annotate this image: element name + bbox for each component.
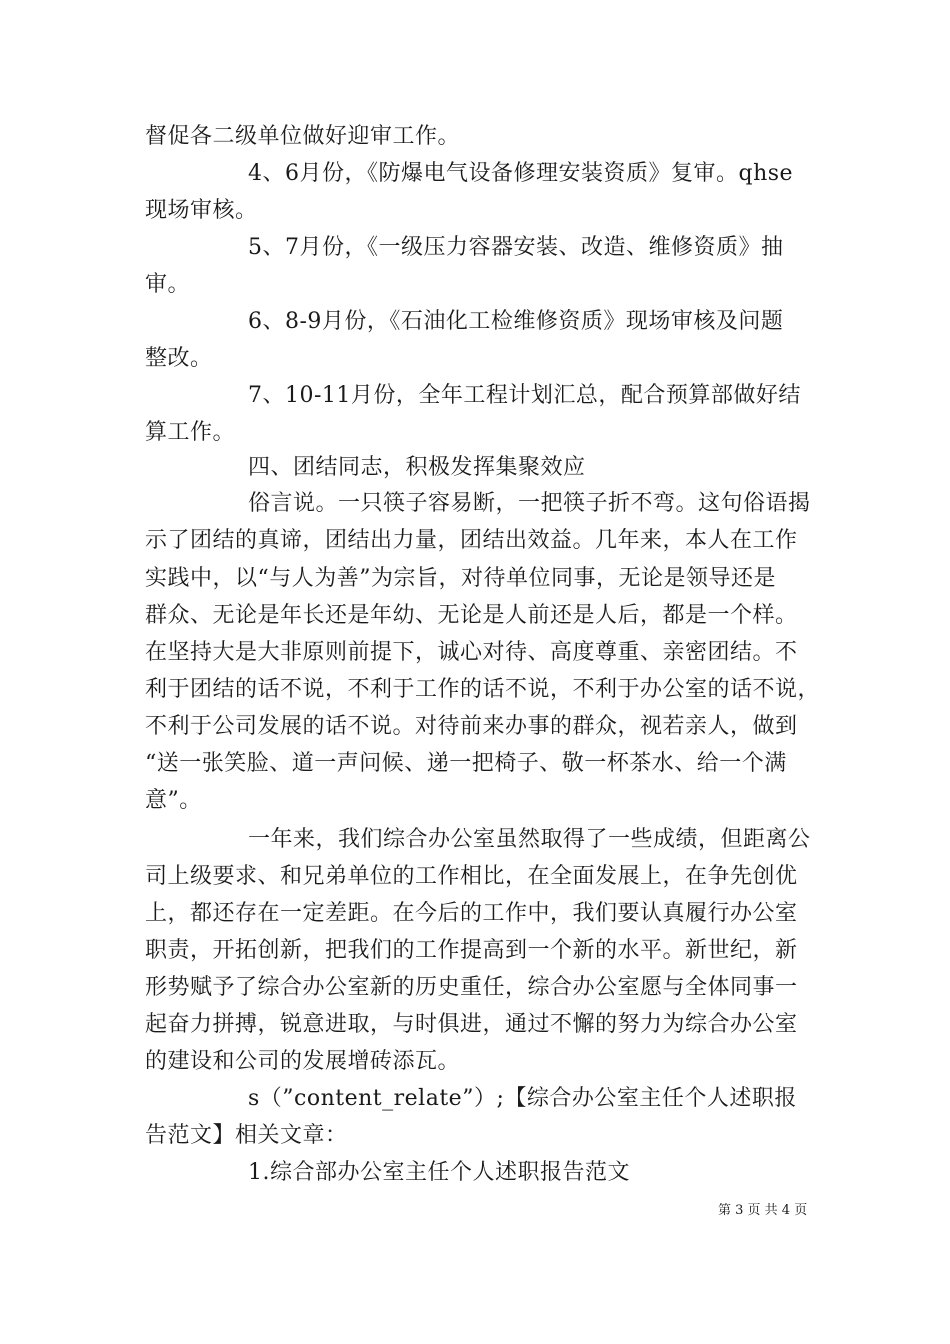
text-line: 告范文】相关文章：	[145, 1123, 348, 1148]
text-line: 职责，开拓创新，把我们的工作提高到一个新的水平。新世纪，新	[145, 938, 798, 963]
text-line: 现场审核。	[145, 198, 258, 223]
text-line: 审。	[145, 272, 191, 297]
text-line: 上，都还存在一定差距。在今后的工作中，我们要认真履行办公室	[145, 901, 798, 926]
text-line: 司上级要求、和兄弟单位的工作相比，在全面发展上，在争先创优	[145, 864, 798, 889]
text-line: 督促各二级单位做好迎审工作。	[145, 124, 461, 149]
text-line: 示了团结的真谛，团结出力量，团结出效益。几年来，本人在工作	[145, 528, 798, 553]
text-line: 利于团结的话不说，不利于工作的话不说，不利于办公室的话不说，	[145, 677, 821, 702]
text-line: 群众、无论是年长还是年幼、无论是人前还是人后，都是一个样。	[145, 603, 798, 628]
text-line: 算工作。	[145, 420, 236, 445]
text-line: 的建设和公司的发展增砖添瓦。	[145, 1049, 461, 1074]
text-line: 7、10-11月份，全年工程计划汇总，配合预算部做好结	[248, 383, 801, 408]
page-number: 第 3 页 共 4 页	[718, 1203, 808, 1218]
text-line: 俗言说。一只筷子容易断，一把筷子折不弯。这句俗语揭	[248, 491, 811, 516]
text-line: 实践中，以“与人为善”为宗旨，对待单位同事，无论是领导还是	[145, 566, 776, 591]
text-line: 整改。	[145, 346, 213, 371]
related-article-link[interactable]: 1.综合部办公室主任个人述职报告范文	[248, 1160, 630, 1185]
text-line: 5、7月份，《一级压力容器安装、改造、维修资质》抽	[248, 235, 784, 260]
text-line: 一年来，我们综合办公室虽然取得了一些成绩，但距离公	[248, 827, 811, 852]
text-line: “送一张笑脸、道一声问候、递一把椅子、敬一杯茶水、给一个满	[145, 751, 787, 776]
text-line: 形势赋予了综合办公室新的历史重任，综合办公室愿与全体同事一	[145, 975, 798, 1000]
text-line: 起奋力拼搏，锐意进取，与时俱进，通过不懈的努力为综合办公室	[145, 1012, 798, 1037]
section-heading: 四、团结同志，积极发挥集聚效应	[248, 455, 586, 480]
text-line: 6、8-9月份，《石油化工检维修资质》现场审核及问题	[248, 309, 784, 334]
text-line: 意”。	[145, 788, 202, 813]
text-line: s（”content_relate”）;【综合办公室主任个人述职报	[248, 1086, 797, 1111]
text-line: 不利于公司发展的话不说。对待前来办事的群众，视若亲人，做到	[145, 714, 798, 739]
text-line: 4、6月份，《防爆电气设备修理安装资质》复审。qhse	[248, 161, 794, 186]
text-line: 在坚持大是大非原则前提下，诚心对待、高度尊重、亲密团结。不	[145, 640, 798, 665]
